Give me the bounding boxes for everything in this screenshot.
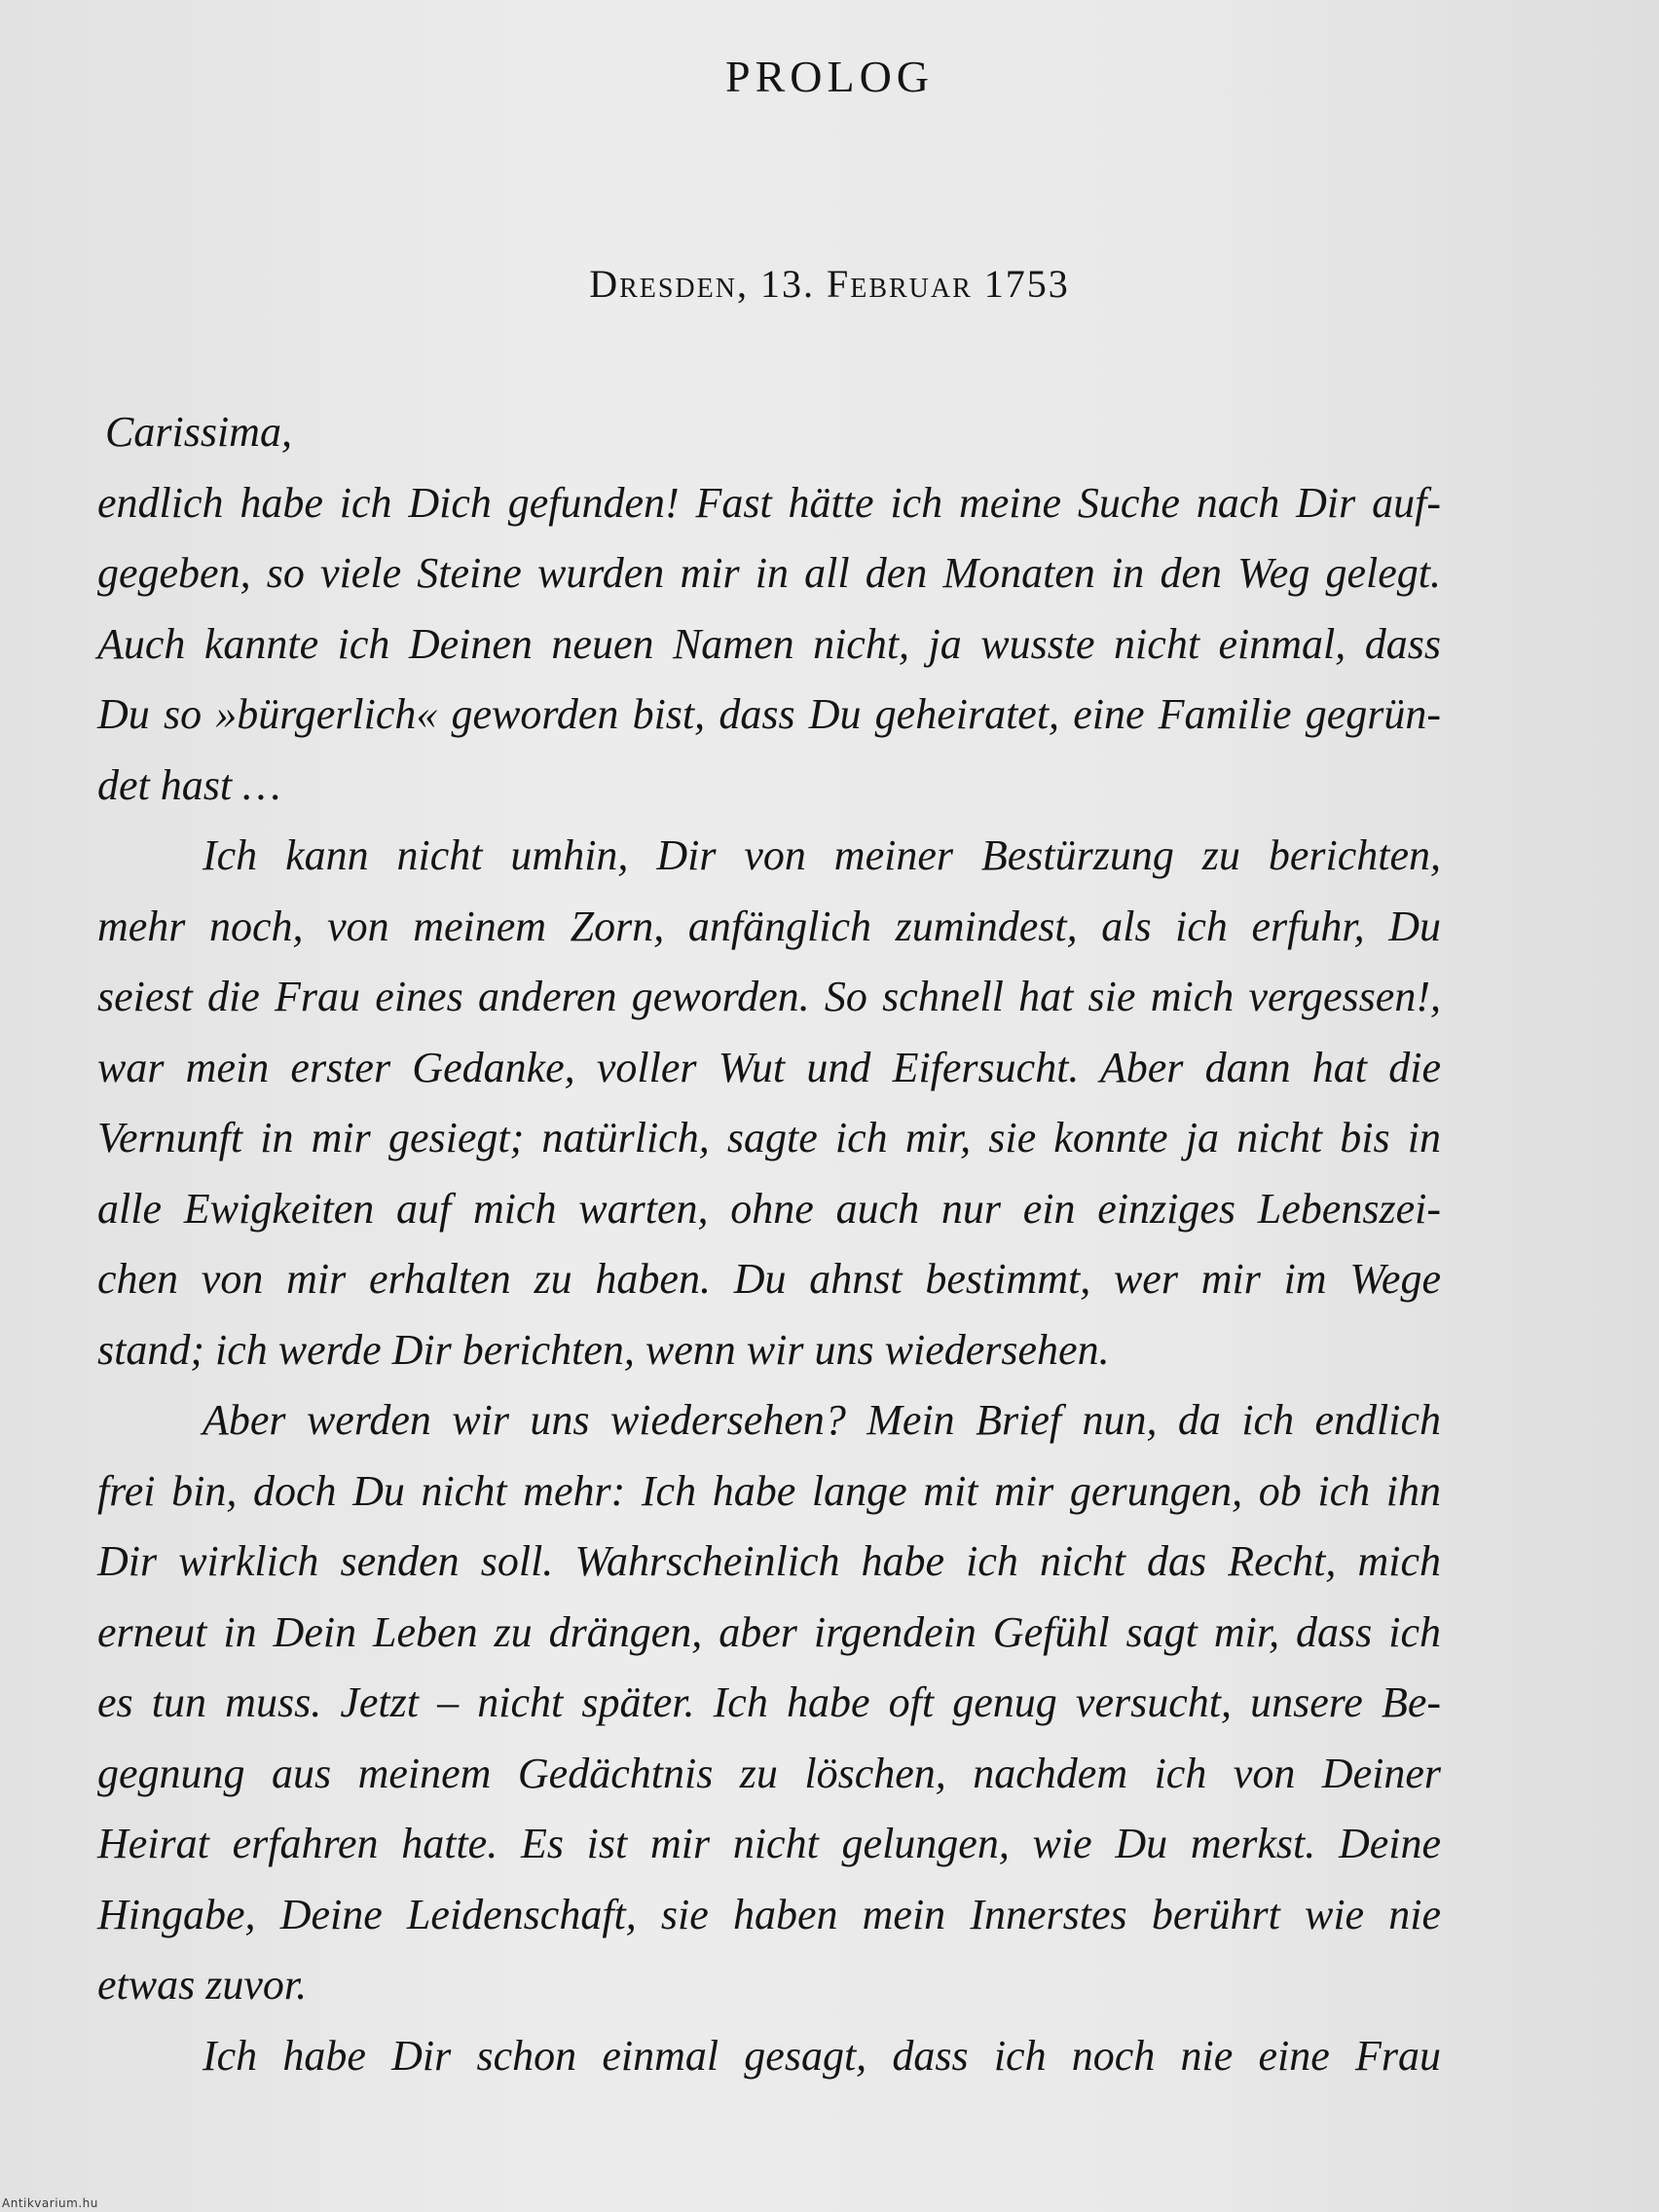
text-line: Du so »bürgerlich« geworden bist, dass Du geheiratet, eine Familie gegrün- bbox=[97, 690, 1441, 738]
text-line: etwas zuvor. bbox=[97, 1961, 308, 2009]
letter-body bbox=[97, 397, 1441, 2091]
text-line: alle Ewigkeiten auf mich warten, ohne auch nur ein einziges Lebenszei- bbox=[97, 1184, 1441, 1233]
chapter-title: PROLOG bbox=[724, 52, 935, 101]
text-line: Heirat erfahren hatte. Es ist mir nicht gelungen, wie Du merkst. Deine bbox=[97, 1820, 1441, 1867]
text-line: mehr noch, von meinem Zorn, anfänglich zumindest, als ich erfuhr, Du bbox=[97, 902, 1441, 950]
text-line: det hast … bbox=[97, 760, 281, 809]
text-line: es tun muss. Jetzt – nicht später. Ich habe oft genug versucht, unsere Be- bbox=[97, 1678, 1441, 1726]
text-line: stand; ich werde Dir berichten, wenn wir uns wiedersehen. bbox=[97, 1325, 1110, 1374]
text-line: endlich habe ich Dich gefunden! Fast hätte ich meine Suche nach Dir auf- bbox=[97, 478, 1441, 527]
paragraph-first-line: Aber werden wir uns wiedersehen? Mein Brief nun, da ich endlich bbox=[203, 1396, 1441, 1444]
paragraph-first-line: Ich habe Dir schon einmal gesagt, dass ich noch nie eine Frau bbox=[203, 2031, 1441, 2080]
text-line: gegnung aus meinem Gedächtnis zu löschen, nachdem ich von Deiner bbox=[97, 1749, 1441, 1797]
text-line: frei bin, doch Du nicht mehr: Ich habe lange mit mir gerungen, ob ich ihn bbox=[97, 1466, 1441, 1515]
text-line: Dir wirklich senden soll. Wahrscheinlich habe ich nicht das Recht, mich bbox=[97, 1537, 1441, 1585]
text-line: war mein erster Gedanke, voller Wut und Eifersucht. Aber dann hat die bbox=[97, 1043, 1441, 1091]
watermark: Antikvarium.hu bbox=[2, 2196, 98, 2210]
text-line: Hingabe, Deine Leidenschaft, sie haben mein Innerstes berührt wie nie bbox=[97, 1890, 1441, 1938]
text-line: chen von mir erhalten zu haben. Du ahnst bestimmt, wer mir im Wege bbox=[97, 1255, 1441, 1303]
text-line: gegeben, so viele Steine wurden mir in all den Monaten in den Weg gelegt. bbox=[97, 549, 1441, 597]
text-line: Vernunft in mir gesiegt; natürlich, sagte ich mir, sie konnte ja nicht bis in bbox=[97, 1114, 1441, 1161]
paragraph-first-line: Ich kann nicht umhin, Dir von meiner Bestürzung zu berichten, bbox=[203, 831, 1441, 879]
text-line: erneut in Dein Leben zu drängen, aber irgendein Gefühl sagt mir, dass ich bbox=[97, 1607, 1441, 1656]
letter-salutation: Carissima, bbox=[105, 408, 292, 456]
text-line: seiest die Frau eines anderen geworden. So schnell hat sie mich vergessen!, bbox=[97, 973, 1441, 1020]
text-line: Auch kannte ich Deinen neuen Namen nicht, ja wusste nicht einmal, dass bbox=[97, 619, 1441, 668]
dateline: Dresden, 13. Februar 1753 bbox=[589, 262, 1070, 306]
